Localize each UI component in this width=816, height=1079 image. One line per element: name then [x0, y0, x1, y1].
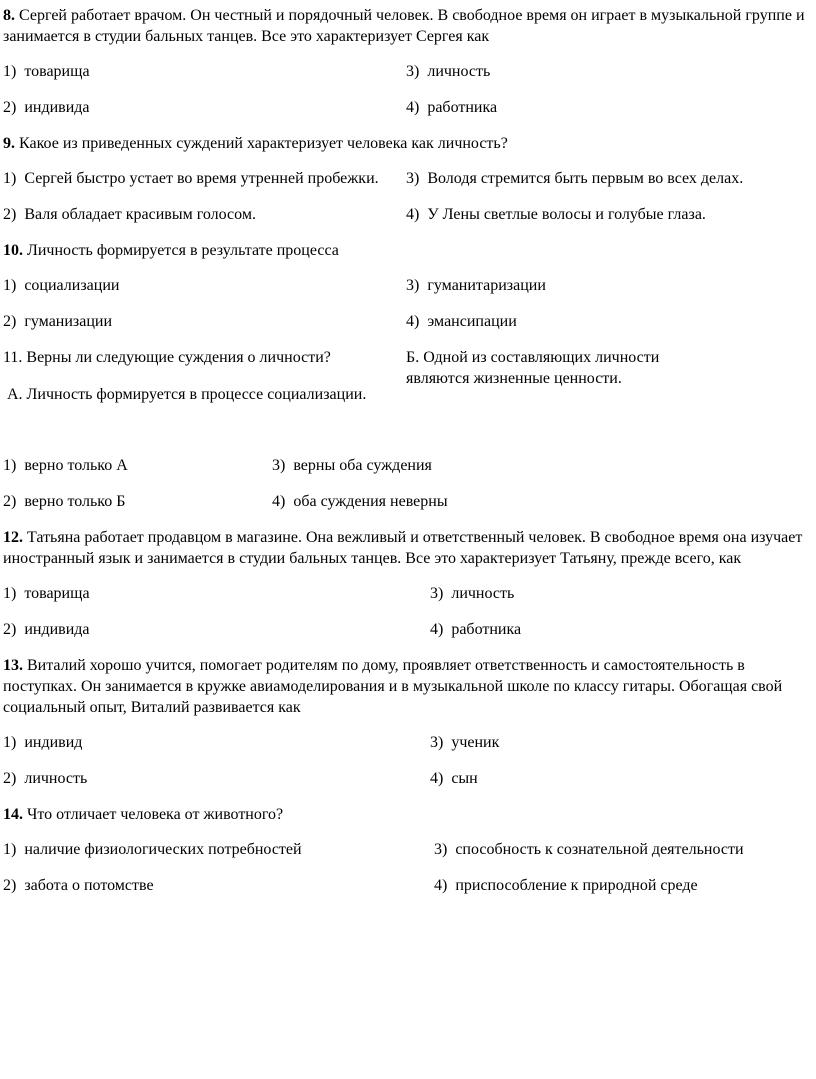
question-14	[3, 804, 813, 896]
answer-option: 3) личность	[430, 585, 515, 602]
statement-b: Б. Одной из составляющих личности являются жизненные ценности.	[406, 349, 660, 387]
answer-option: 1) товарища	[3, 63, 90, 80]
answer-option: 1) социализации	[3, 277, 120, 294]
answer-option: 2) забота о потомстве	[3, 877, 154, 894]
question-12	[3, 527, 813, 640]
answer-option: 1) Сергей быстро устает во время утренней пробежки.	[3, 170, 379, 187]
question-13	[3, 655, 813, 789]
answer-option: 2) личность	[3, 770, 88, 787]
options-row	[3, 875, 813, 896]
question-number: 11.	[3, 349, 23, 366]
answer-option: 2) Валя обладает красивым голосом.	[3, 206, 256, 223]
options-row	[3, 311, 813, 332]
question-8	[3, 5, 813, 118]
question-stem-text: Какое из приведенных суждений характеризует человека как личность?	[19, 135, 508, 152]
question-stem-text: Татьяна работает продавцом в магазине. Она вежливый и ответственный человек. В свободное время она изучает иностранный язык и занимается в студии бальных танцев. Все это характеризует Татьяну, прежде всего, как	[3, 529, 803, 567]
answer-option: 3) верны оба суждения	[272, 457, 432, 474]
question-number: 8.	[3, 7, 15, 24]
answer-option: 2) верно только Б	[3, 493, 126, 510]
answer-option: 3) ученик	[430, 734, 500, 751]
options-row	[3, 455, 813, 476]
question-11-left-column	[3, 347, 406, 405]
options-row	[3, 275, 813, 296]
question-stem-text: Личность формируется в результате процесса	[27, 242, 339, 259]
options-row	[3, 204, 813, 225]
answer-option: 3) способность к сознательной деятельности	[434, 841, 744, 858]
options-row	[3, 583, 813, 604]
options-row	[3, 839, 813, 860]
options-row	[3, 619, 813, 640]
question-stem	[3, 133, 813, 154]
options-row	[3, 168, 813, 189]
answer-option: 3) личность	[406, 63, 491, 80]
question-stem	[3, 347, 406, 368]
answer-option: 2) индивида	[3, 621, 90, 638]
question-10	[3, 240, 813, 332]
question-stem-text: Верны ли следующие суждения о личности?	[26, 349, 331, 366]
question-stem-text: Что отличает человека от животного?	[27, 806, 284, 823]
answer-option: 1) индивид	[3, 734, 83, 751]
question-stem	[3, 655, 813, 718]
answer-option: 1) товарища	[3, 585, 90, 602]
question-11-right-column	[406, 347, 718, 389]
answer-option: 3) Володя стремится быть первым во всех делах.	[406, 170, 744, 187]
options-row	[3, 768, 813, 789]
answer-option: 2) гуманизации	[3, 313, 113, 330]
answer-option: 2) индивида	[3, 99, 90, 116]
question-stem	[3, 527, 813, 569]
question-9	[3, 133, 813, 225]
answer-option: 1) верно только А	[3, 457, 128, 474]
question-stem-text: Сергей работает врачом. Он честный и порядочный человек. В свободное время он играет в музыкальной группе и занимается в студии бальных танцев. Все это характеризует Сергея как	[3, 7, 805, 45]
question-11-header	[3, 347, 813, 405]
answer-option: 4) работника	[406, 99, 498, 116]
answer-option: 4) эмансипации	[406, 313, 517, 330]
options-row	[3, 491, 813, 512]
answer-option: 3) гуманитаризации	[406, 277, 546, 294]
question-stem	[3, 804, 813, 825]
answer-option: 4) оба суждения неверны	[272, 493, 448, 510]
question-stem-text: Виталий хорошо учится, помогает родителям по дому, проявляет ответственность и самостоятельность в поступках. Он занимается в кружке авиамоделирования и в музыкальной школе по классу гитары. Обогащая свой социальный опыт, Виталий развивается как	[3, 657, 783, 716]
question-number: 9.	[3, 135, 15, 152]
answer-option: 4) приспособление к природной среде	[434, 877, 698, 894]
question-11	[3, 347, 813, 512]
question-number: 10.	[3, 242, 23, 259]
question-stem	[3, 5, 813, 47]
question-stem	[3, 240, 813, 261]
question-number: 12.	[3, 529, 23, 546]
answer-option: 1) наличие физиологических потребностей	[3, 841, 302, 858]
question-number: 13.	[3, 657, 23, 674]
options-row	[3, 732, 813, 753]
answer-option: 4) сын	[430, 770, 478, 787]
statement-a: А. Личность формируется в процессе социализации.	[3, 386, 367, 403]
question-number: 14.	[3, 806, 23, 823]
options-row	[3, 61, 813, 82]
answer-option: 4) работника	[430, 621, 522, 638]
options-row	[3, 97, 813, 118]
answer-option: 4) У Лены светлые волосы и голубые глаза.	[406, 206, 706, 223]
